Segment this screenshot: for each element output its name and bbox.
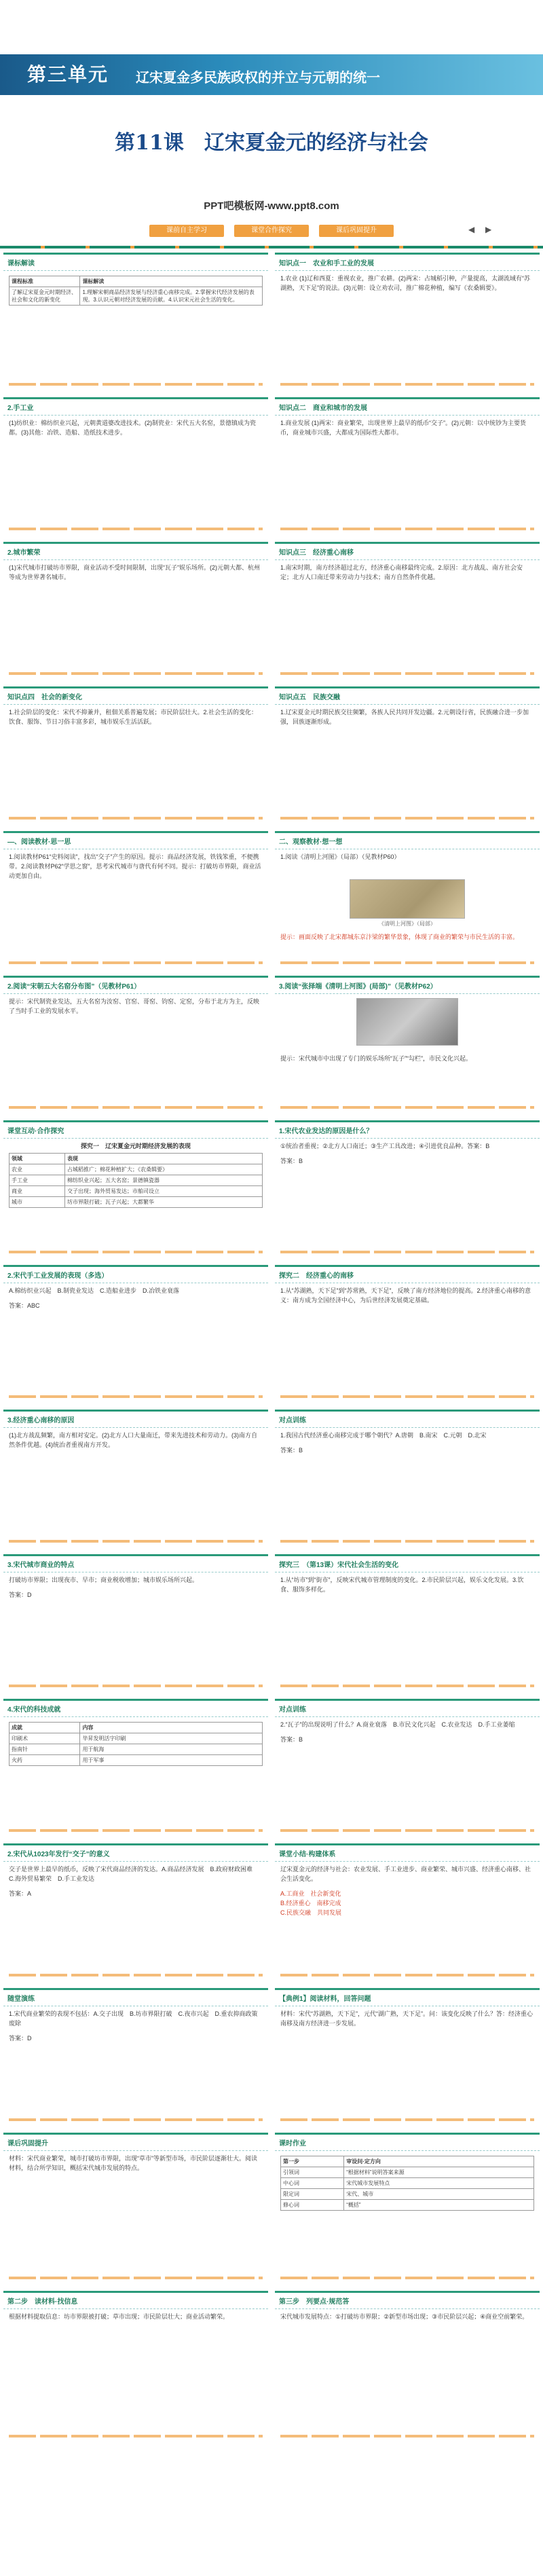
s10-right-foot <box>280 1540 534 1543</box>
s12-td-3-1: 用于军事 <box>80 1755 263 1766</box>
s8-td-1-1: 占城稻推广；棉花种植扩大；《农桑辑要》 <box>65 1164 263 1175</box>
s5-right-head: 知识点五 民族交融 <box>275 688 540 705</box>
s13-list-item: A.工商业 社会新变化 <box>280 1890 341 1897</box>
s11-right <box>275 1554 540 1690</box>
s5-left <box>3 686 268 822</box>
s15-td-4-0: 修心词 <box>281 2200 344 2211</box>
s13-right-head: 课堂小结·构建体系 <box>275 1845 540 1862</box>
s8-th-0: 领域 <box>10 1154 65 1164</box>
s6-right <box>275 831 540 967</box>
s8-td-2-1: 棉纺织业兴起；五大名窑；景德镇瓷器 <box>65 1175 263 1186</box>
s2-th-1: 课标解读 <box>80 276 263 287</box>
s15-right-head: 课时作业 <box>275 2135 540 2151</box>
s12-table <box>9 1722 263 1766</box>
s8-right-body: ①统治者重视；②北方人口南迁；③生产工具改进；④引进优良品种。答案：B <box>280 1143 490 1149</box>
s3-right-head: 知识点二 商业和城市的发展 <box>275 399 540 416</box>
s15-td-1-1: “根据材料”说明答案来源 <box>344 2167 534 2178</box>
s14-right-head: 【典例1】阅读材料，回答问题 <box>275 1990 540 2006</box>
unit-title: 辽宋夏金多民族政权的并立与元朝的统一 <box>136 71 380 86</box>
s12-right-body: 2.“瓦子”的出现说明了什么？A.商业衰落 B.市民文化兴起 C.农业发达 D.手工业萎缩 <box>280 1721 515 1728</box>
s4-left-body: (1)宋代城市打破坊市界限，商业活动不受时间限制，出现“瓦子”娱乐场所。(2)元朝大都、杭州等成为世界著名城市。 <box>9 564 260 581</box>
s14-left-body: 1.宋代商业繁荣的表现不包括：A.交子出现 B.坊市界限打破 C.夜市兴起 D.重农抑商政策废除 <box>9 2010 258 2027</box>
s8-right-answer: 答案：B <box>280 1158 303 1164</box>
s8-right-foot <box>280 1251 534 1253</box>
s7-right <box>275 976 540 1111</box>
s14-left-head: 随堂演练 <box>3 1990 268 2006</box>
s15-td-3-1: 宋代、城市 <box>344 2189 534 2200</box>
s11-left-foot <box>9 1685 263 1687</box>
qingming-painting-image <box>350 879 465 919</box>
s8-left-foot <box>9 1251 263 1253</box>
s11-left-head: 3.宋代城市商业的特点 <box>3 1556 268 1572</box>
cover-slide <box>0 0 543 217</box>
s5-left-body: 1.社会阶层的变化：宋代不抑兼并，租佃关系普遍发展；市民阶层壮大。2.社会生活的变化：饮食、服饰、节日习俗丰富多彩，城市娱乐生活活跃。 <box>9 709 258 725</box>
s3-right <box>275 397 540 533</box>
s9-right-body: 1.从“苏湖熟，天下足”到“苏常熟，天下足”，反映了南方经济地位的提高。2.经济重心南移的意义：南方成为全国经济中心，为后世经济发展奠定基础。 <box>280 1287 531 1304</box>
s14-left <box>3 1988 268 2124</box>
s13-right-body: 辽宋夏金元的经济与社会：农业发展、手工业进步、商业繁荣、城市兴盛、经济重心南移、社会生活变化。 <box>280 1866 531 1882</box>
s16-left-body: 根据材料提取信息：坊市界限被打破；草市出现；市民阶层壮大；商业活动繁荣。 <box>9 2313 229 2320</box>
s9-left-body: A.棉纺织业兴起 B.制瓷业发达 C.造船业进步 D.冶铁业衰落 <box>9 1287 180 1294</box>
s2-left-foot <box>9 383 263 386</box>
s8-td-4-1: 坊市界限打破；瓦子兴起；大都繁华 <box>65 1197 263 1208</box>
s15-table <box>280 2156 534 2211</box>
s13-left-head: 2.宋代从1023年发行“交子”的意义 <box>3 1845 268 1862</box>
s4-left-head: 2.城市繁荣 <box>3 544 268 560</box>
s4-right-foot <box>280 672 534 675</box>
s12-right-head: 对点训练 <box>275 1701 540 1717</box>
s15-td-4-1: “概括” <box>344 2200 534 2211</box>
s2-right-foot <box>280 383 534 386</box>
s11-left-body: 打破坊市界限；出现夜市、早市；商业税收增加；城市娱乐场所兴起。 <box>9 1577 199 1583</box>
s4-right <box>275 542 540 678</box>
s8-td-3-1: 交子出现；海外贸易发达；市舶司设立 <box>65 1186 263 1197</box>
s7-left <box>3 976 268 1111</box>
s6-right-foot <box>280 961 534 964</box>
s13-list-item: C.民族交融 共同发展 <box>280 1909 342 1916</box>
s15-td-2-0: 中心词 <box>281 2178 344 2189</box>
s12-left-head: 4.宋代的科技成就 <box>3 1701 268 1717</box>
s12-left <box>3 1699 268 1835</box>
s7-left-body: 提示：宋代制瓷业发达，五大名窑为汝窑、官窑、哥窑、钧窑、定窑，分布于北方为主，反映了当时手工业的发展水平。 <box>9 998 260 1014</box>
s11-right-foot <box>280 1685 534 1687</box>
s12-left-foot <box>9 1829 263 1832</box>
s13-left <box>3 1843 268 1979</box>
s9-left-answer: 答案：ABC <box>9 1302 40 1309</box>
s10-right-body: 1.我国古代经济重心南移完成于哪个朝代？A.唐朝 B.南宋 C.元朝 D.北宋 <box>280 1432 487 1439</box>
s8-th-1: 表现 <box>65 1154 263 1164</box>
s9-left-foot <box>9 1395 263 1398</box>
s15-left-body: 材料：宋代商业繁荣，城市打破坊市界限，出现“草市”等新型市场，市民阶层逐渐壮大。阅读材料，结合所学知识，概括宋代城市发展的特点。 <box>9 2155 257 2171</box>
s9-left <box>3 1265 268 1401</box>
s6-right-caption: 《清明上河图》（局部） <box>379 921 436 927</box>
s13-left-foot <box>9 1974 263 1976</box>
s16-right-body: 宋代城市发展特点：①打破坊市界限；②新型市场出现；③市民阶层兴起；④商业空前繁荣。 <box>280 2313 529 2320</box>
s12-td-1-0: 印刷术 <box>10 1733 80 1744</box>
s8-left-head: 课堂互动·合作探究 <box>3 1122 268 1139</box>
s7-right-head: 3.阅读“张择端《清明上河图》(局部)”（见教材P62） <box>275 978 540 994</box>
s10-left-head: 3.经济重心南移的原因 <box>3 1412 268 1428</box>
s12-td-2-0: 指南针 <box>10 1744 80 1755</box>
s15-right <box>275 2133 540 2282</box>
s9-right-head: 探究二 经济重心的南移 <box>275 1267 540 1283</box>
s6-right-body: 1.阅读《清明上河图》（局部）（见教材P60） <box>280 853 400 860</box>
s8-table <box>9 1153 263 1208</box>
s16-right-foot <box>280 2435 534 2437</box>
s2-right <box>275 253 540 388</box>
s4-right-body: 1.南宋时期，南方经济超过北方，经济重心南移最终完成。2.原因：北方战乱、南方社会安定；北方人口南迁带来劳动力与技术；南方自然条件优越。 <box>280 564 523 581</box>
s3-left <box>3 397 268 533</box>
s14-right-foot <box>280 2118 534 2121</box>
s2-td-1: 1.理解宋朝商品经济发展与经济重心南移完成。2.掌握宋代经济发展的表现。3.认识元朝对经济发展的贡献。4.认识宋元社会生活的变化。 <box>80 287 263 306</box>
lesson-title: 第11课 辽宋夏金元的经济与社会 <box>115 131 428 155</box>
s16-left <box>3 2291 268 2440</box>
s15-td-0-0: 第一步 <box>281 2156 344 2167</box>
s2-td-0: 了解辽宋夏金元时期经济、社会和文化的新变化 <box>10 287 80 306</box>
s16-left-foot <box>9 2435 263 2437</box>
s3-left-foot <box>9 528 263 530</box>
s5-left-head: 知识点四 社会的新变化 <box>3 688 268 705</box>
s7-left-foot <box>9 1106 263 1109</box>
nav-bar <box>0 221 543 241</box>
s10-right-head: 对点训练 <box>275 1412 540 1428</box>
s8-td-1-0: 农业 <box>10 1164 65 1175</box>
s9-right-foot <box>280 1395 534 1398</box>
s12-td-1-1: 毕昇发明活字印刷 <box>80 1733 263 1744</box>
nav-prev-button[interactable]: ◀ <box>468 225 475 234</box>
nav-tab-preview[interactable]: 课前自主学习 <box>149 225 224 237</box>
s9-left-head: 2.宋代手工业发展的表现（多选） <box>3 1267 268 1283</box>
s13-left-answer: 答案：A <box>9 1890 32 1897</box>
s11-left <box>3 1554 268 1690</box>
s10-left-foot <box>9 1540 263 1543</box>
s6-left-body: 1.阅读教材P61“史料阅读”，找出“交子”产生的原因。提示：商品经济发展，铁钱笨重，不便携带。2.阅读教材P62“学思之窗”，思考宋代城市与唐代有何不同。提示：打破坊市界限，商业活动更加自由。 <box>9 853 261 879</box>
s12-td-2-1: 用于航海 <box>80 1744 263 1755</box>
s8-td-4-0: 城市 <box>10 1197 65 1208</box>
s14-right-body: 材料：宋代“苏湖熟，天下足”，元代“湖广熟，天下足”。问：该变化反映了什么？答：经济重心南移及南方经济进一步发展。 <box>280 2010 533 2027</box>
s15-right-foot <box>280 2277 534 2279</box>
nav-tab-class[interactable]: 课堂合作探究 <box>234 225 309 237</box>
s12-th-0: 成就 <box>10 1723 80 1733</box>
nav-next-button[interactable]: ▶ <box>485 225 492 234</box>
s7-right-body: 提示：宋代城市中出现了专门的娱乐场所“瓦子”“勾栏”，市民文化兴起。 <box>280 1055 472 1062</box>
s15-td-0-1: 审设问·定方向 <box>344 2156 534 2167</box>
s3-right-foot <box>280 528 534 530</box>
s12-right-answer: 答案：B <box>280 1736 303 1743</box>
s12-td-3-0: 火药 <box>10 1755 80 1766</box>
s2-left-head: 课标解读 <box>3 255 268 271</box>
s10-left <box>3 1410 268 1545</box>
s5-right-body: 1.辽宋夏金元时期民族交往频繁，各族人民共同开发边疆。2.元朝设行省，民族融合进一步加强，回族逐渐形成。 <box>280 709 529 725</box>
nav-tab-after[interactable]: 课后巩固提升 <box>319 225 394 237</box>
s13-left-body: 交子是世界上最早的纸币，反映了宋代商品经济的发达。A.商品经济发展 B.政府财政困难 C.海外贸易繁荣 D.手工业发达 <box>9 1866 259 1882</box>
s9-right <box>275 1265 540 1401</box>
s2-left <box>3 253 268 388</box>
s4-right-head: 知识点三 经济重心南移 <box>275 544 540 560</box>
s15-td-1-0: 引领词 <box>281 2167 344 2178</box>
s13-right <box>275 1843 540 1979</box>
s12-right-foot <box>280 1829 534 1832</box>
s6-left-head: —、阅读教材·思一思 <box>3 833 268 849</box>
s3-left-body: (1)纺织业：棉纺织业兴起，元朝黄道婆改进技术。(2)制瓷业：宋代五大名窑，景德镇成为瓷都。(3)其他：冶铁、造船、造纸技术进步。 <box>9 420 257 436</box>
s2-right-head: 知识点一 农业和手工业的发展 <box>275 255 540 271</box>
s7-right-foot <box>280 1106 534 1109</box>
divider-stripe <box>0 246 543 249</box>
s5-right-foot <box>280 817 534 820</box>
s11-right-body: 1.从“坊市”到“街市”，反映宋代城市管理制度的变化。2.市民阶层兴起，娱乐文化发展。3.饮食、服饰多样化。 <box>280 1577 524 1593</box>
s8-td-2-0: 手工业 <box>10 1175 65 1186</box>
s8-right-head: 1.宋代农业发达的原因是什么？ <box>275 1122 540 1139</box>
s3-right-body: 1.商业发展 (1)两宋：商业繁荣，出现世界上最早的纸币“交子”。(2)元朝：以中统钞为主要货币，商业城市兴盛，大都成为国际性大都市。 <box>280 420 527 436</box>
s6-left <box>3 831 268 967</box>
s13-right-list <box>275 1886 540 1920</box>
s8-left <box>3 1120 268 1256</box>
s15-left <box>3 2133 268 2282</box>
s12-th-1: 内容 <box>80 1723 263 1733</box>
s2-table <box>9 276 263 306</box>
s2-right-body: 1.农业 (1)辽和西夏：重视农业，推广农耕。(2)两宋：占城稻引种，产量提高，太湖流域有“苏湖熟，天下足”的说法。(3)元朝：设立劝农司，推广棉花种植，编写《农桑辑要》。 <box>280 275 531 291</box>
s13-list-item: B.经济重心 南移完成 <box>280 1900 341 1907</box>
s13-right-foot <box>280 1974 534 1976</box>
s6-right-head: 二、观察教材·想一想 <box>275 833 540 849</box>
s4-left-foot <box>9 672 263 675</box>
s6-left-foot <box>9 961 263 964</box>
s5-right <box>275 686 540 822</box>
s8-right <box>275 1120 540 1256</box>
s10-right <box>275 1410 540 1545</box>
s3-left-head: 2.手工业 <box>3 399 268 416</box>
s8-left-sub: 探究一 辽宋夏金元时期经济发展的表现 <box>80 1143 191 1149</box>
s15-td-2-1: 宋代城市发展特点 <box>344 2178 534 2189</box>
s7-left-head: 2.阅读“宋朝五大名窑分布图”（见教材P61） <box>3 978 268 994</box>
s11-left-answer: 答案：D <box>9 1591 32 1598</box>
s16-right-head: 第三步 列要点·规范答 <box>275 2293 540 2309</box>
s2-th-0: 课程标准 <box>10 276 80 287</box>
s16-left-head: 第二步 读材料·找信息 <box>3 2293 268 2309</box>
unit-badge: 第三单元 <box>27 63 109 86</box>
s6-right-hint: 提示：画面反映了北宋都城东京汴梁的繁华景象，体现了商业的繁荣与市民生活的丰富。 <box>280 934 519 940</box>
s8-td-3-0: 商业 <box>10 1186 65 1197</box>
s10-right-answer: 答案：B <box>280 1447 303 1454</box>
s14-left-answer: 答案：D <box>9 2035 32 2042</box>
market-scene-image <box>356 998 458 1046</box>
s4-left <box>3 542 268 678</box>
s14-right <box>275 1988 540 2124</box>
s5-left-foot <box>9 817 263 820</box>
s16-right <box>275 2291 540 2440</box>
s10-left-body: (1)北方战乱频繁，南方相对安定。(2)北方人口大量南迁，带来先进技术和劳动力。(3)南方自然条件优越。(4)统治者重视南方开发。 <box>9 1432 258 1448</box>
s15-td-3-0: 限定词 <box>281 2189 344 2200</box>
s15-left-head: 课后巩固提升 <box>3 2135 268 2151</box>
site-watermark: PPT吧模板网-www.ppt8.com <box>204 200 339 212</box>
s15-left-foot <box>9 2277 263 2279</box>
s12-right <box>275 1699 540 1835</box>
s14-left-foot <box>9 2118 263 2121</box>
s11-right-head: 探究三 （第13课）宋代社会生活的变化 <box>275 1556 540 1572</box>
